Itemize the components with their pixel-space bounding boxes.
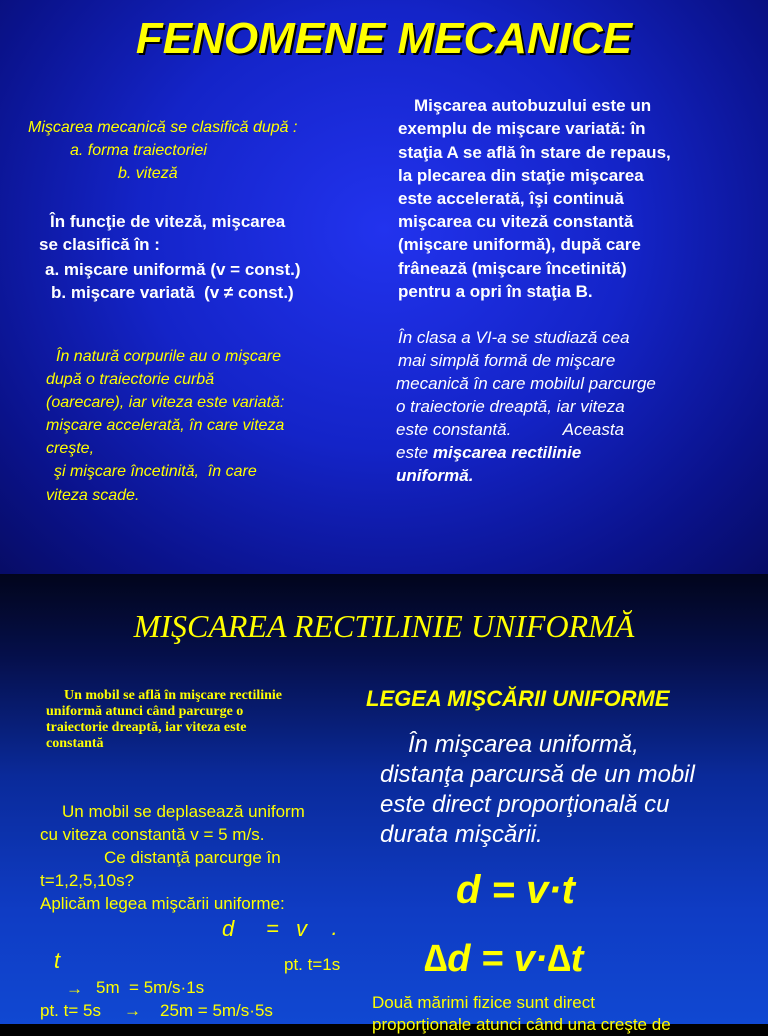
note-line: proporţionale atunci când una creşte de (372, 1015, 671, 1034)
law-line: este direct proporţională cu (380, 791, 670, 818)
law-line: durata mişcării. (380, 821, 543, 848)
nature-line: mişcare accelerată, în care viteza (46, 417, 285, 434)
classification-option-a: a. forma traiectoriei (70, 142, 207, 159)
case-t5-result: 25m = 5m/s·5s (160, 1001, 273, 1020)
classification-option-b: b. viteză (118, 165, 178, 182)
law-formula: d = v·t (456, 868, 575, 912)
bus-line: staţia A se află în stare de repaus, (398, 143, 671, 162)
bus-line: (mişcare uniformă), după care (398, 235, 641, 254)
arrow-icon: → (66, 979, 83, 998)
speed-class-item-b: b. mişcare variată (v ≠ const.) (51, 283, 294, 302)
arrow-icon: → (124, 1001, 141, 1020)
nature-line: viteza scade. (46, 487, 140, 504)
bus-line: la plecarea din staţie mişcarea (398, 166, 644, 185)
formula-v: v (296, 916, 307, 941)
nature-line: după o traiectorie curbă (46, 371, 215, 388)
bus-line: pentru a opri în staţia B. (398, 282, 593, 301)
bus-line: mişcarea cu viteză constantă (398, 212, 634, 231)
slide-title: FENOMENE MECANICE (135, 14, 633, 63)
speed-class-line1: În funcţie de viteză, mişcarea (50, 212, 286, 231)
bus-line: exemplu de mişcare variată: în (398, 119, 646, 138)
slide-title: MIŞCAREA RECTILINIE UNIFORMĂ (133, 608, 635, 644)
definition-line: constantă (46, 736, 104, 751)
formula-t: t (54, 948, 61, 973)
bus-line: Mişcarea autobuzului este un (414, 96, 652, 115)
formula-dot: · (330, 920, 338, 945)
speed-class-line2: se clasifică în : (39, 235, 160, 254)
case-t1-result: 5m = 5m/s·1s (96, 978, 205, 997)
nature-line: (oarecare), iar viteza este variată: (46, 394, 285, 411)
nature-line: creşte, (46, 440, 95, 457)
class6-line: mecanică în care mobilul parcurge (396, 374, 656, 393)
law-title: LEGEA MIŞCĂRII UNIFORME (366, 686, 670, 711)
nature-line: şi mişcare încetinită, în care (54, 463, 257, 480)
class6-line: o traiectorie dreaptă, iar viteza (396, 397, 625, 416)
formula-equals: = (266, 916, 279, 941)
bus-line: este accelerată, îşi continuă (398, 189, 624, 208)
definition-line: traiectorie dreaptă, iar viteza este (46, 720, 247, 735)
definition-line: uniformă atunci când parcurge o (46, 704, 244, 719)
classification-intro: Mişcarea mecanică se clasifică după : (28, 119, 298, 136)
slide-miscarea-rectilinie-uniforma (0, 574, 768, 1034)
problem-line: Ce distanţă parcurge în (104, 848, 281, 867)
law-formula-delta: ∆d = v·∆t (424, 938, 584, 980)
class6-line: este mişcarea rectilinie (396, 443, 582, 462)
case-t1-label: pt. t=1s (284, 955, 341, 974)
speed-class-item-a: a. mişcare uniformă (v = const.) (45, 260, 301, 279)
problem-line: Un mobil se deplasează uniform (62, 802, 305, 821)
problem-line: cu viteza constantă v = 5 m/s. (40, 825, 265, 844)
problem-line: Aplicăm legea mişcării uniforme: (40, 894, 285, 913)
class6-line: În clasa a VI-a se studiază cea (398, 328, 630, 347)
class6-line: uniformă. (396, 466, 474, 485)
law-line: distanţa parcursă de un mobil (380, 761, 695, 788)
definition-line: Un mobil se află în mişcare rectilinie (64, 688, 283, 703)
law-line: În mişcarea uniformă, (408, 731, 639, 758)
problem-line: t=1,2,5,10s? (40, 871, 135, 890)
highlight-term: mişcarea rectilinie (432, 443, 582, 462)
formula-d: d (222, 916, 235, 941)
nature-line: În natură corpurile au o mişcare (56, 348, 281, 365)
note-line: Două mărimi fizice sunt direct (372, 993, 595, 1012)
class6-line: este constantă. Aceasta (396, 420, 625, 439)
bus-line: frânează (mişcare încetinită) (398, 259, 627, 278)
case-t5-label: pt. t= 5s (40, 1001, 101, 1020)
class6-line: mai simplă formă de mişcare (398, 351, 616, 370)
